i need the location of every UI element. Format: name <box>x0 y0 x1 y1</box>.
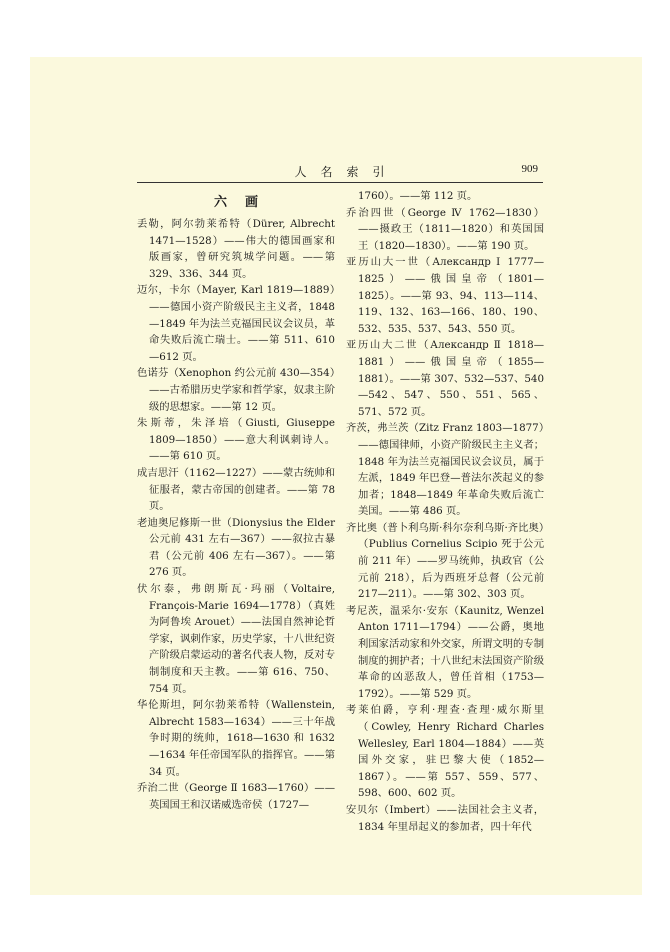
index-entry-continuation: 1760）。——第 112 页。 <box>358 190 478 202</box>
index-entry: 考莱伯爵，亨利·理查·查理·威尔斯里（Cowley, Henry Richard Charles Wellesley, Earl 1804—1884）——英国外交家，驻巴黎大使（1852—1867）。——第 557、559、577、598、600、602 页。 <box>346 704 544 800</box>
index-entry: 色诺芬（Xenophon 约公元前 430—354）——古希腊历史学家和哲学家，奴隶主阶级的思想家。——第 12 页。 <box>137 367 335 413</box>
index-entry: 成吉思汗（1162—1227）——蒙古统帅和征服者，蒙古帝国的创建者。——第 78 页。 <box>137 466 335 513</box>
index-entry: 亚历山大一世（Александр Ⅰ 1777—1825）——俄国皇帝（1801—1825）。——第 93、94、113—114、119、132、163—166、180、190、532、535、537、543、550 页。 <box>346 256 544 335</box>
section-heading: 六画 <box>213 195 276 210</box>
index-entry: 考尼茨，温采尔·安东（Kaunitz, Wenzel Anton 1711—1794）——公爵，奥地利国家活动家和外交家，所谓文明的专制制度的拥护者；十八世纪末法国资产阶级革命的凶恶敌人，曾任首相（1753—1792）。——第 529 页。 <box>346 604 544 700</box>
index-entry: 乔治四世（George Ⅳ 1762—1830）——摄政王（1811—1820）和英国国王（1820—1830）。——第 190 页。 <box>346 206 544 252</box>
running-header <box>137 163 542 183</box>
index-entry: 齐比奥（普卜利乌斯·科尔奈利乌斯·齐比奥）（Publius Cornelius Scipio 死于公元前 211 年）——罗马统帅，执政官（公元前 218），后为西班牙总督（公元前 217—211）。——第 302、303 页。 <box>346 521 544 601</box>
right-column <box>346 188 544 835</box>
index-entry: 伏尔泰，弗朗斯瓦·玛丽（Voltaire, François-Marie 1694—1778）（真姓为阿鲁埃 Arouet）——法国自然神论哲学家，讽刺作家，历史学家，十八世纪资产阶级启蒙运动的著名代表人物，反对专制制度和天主教。——第 616、750、754 页。 <box>137 583 335 695</box>
page-title: 人名索引 <box>294 165 399 179</box>
index-entry: 朱斯蒂，朱泽培（Giusti, Giuseppe 1809—1850）——意大利讽刺诗人。——第 610 页。 <box>137 417 335 463</box>
index-entry: 老迪奥尼修斯一世（Dionysius the Elder 公元前 431 左右—367）——叙拉古暴君（公元前 406 左右—367）。——第 276 页。 <box>137 516 335 579</box>
index-entry: 安贝尔（Imbert）——法国社会主义者，1834 年里昂起义的参加者，四十年代 <box>346 803 544 833</box>
index-entry: 华伦斯坦，阿尔勃莱希特（Wallenstein, Albrecht 1583—1634）——三十年战争时期的统帅，1618—1630 和 1632—1634 年任帝国军队的指挥官。——第 34 页。 <box>137 699 335 778</box>
left-column <box>137 188 335 813</box>
index-entry: 亚历山大二世（Александр Ⅱ 1818—1881）——俄国皇帝（1855—1881）。——第 307、532—537、540—542、547、550、551、565、571、572 页。 <box>346 339 544 418</box>
header-rule <box>137 182 543 183</box>
index-entry: 齐茨，弗兰茨（Zitz Franz 1803—1877）——德国律师，小资产阶级民主主义者；1848 年为法兰克福国民议会议员，属于左派，1849 年巴登—普法尔茨起义的参加者；1848—1849 年革命失败后流亡美国。——第 486 页。 <box>346 422 544 518</box>
index-entry: 迈尔，卡尔（Mayer, Karl 1819—1889）——德国小资产阶级民主主义者，1848—1849 年为法兰克福国民议会议员，革命失败后流亡瑞士。——第 511、610—612 页。 <box>137 284 335 363</box>
page-number: 909 <box>521 163 538 175</box>
index-entry: 乔治二世（George Ⅱ 1683—1760）——英国国王和汉诺威选帝侯（1727— <box>137 782 335 811</box>
index-entry: 丢勒，阿尔勃莱希特（Dürer, Albrecht 1471—1528）——伟大的德国画家和版画家，曾研究筑城学问题。——第 329、336、344 页。 <box>137 218 335 280</box>
